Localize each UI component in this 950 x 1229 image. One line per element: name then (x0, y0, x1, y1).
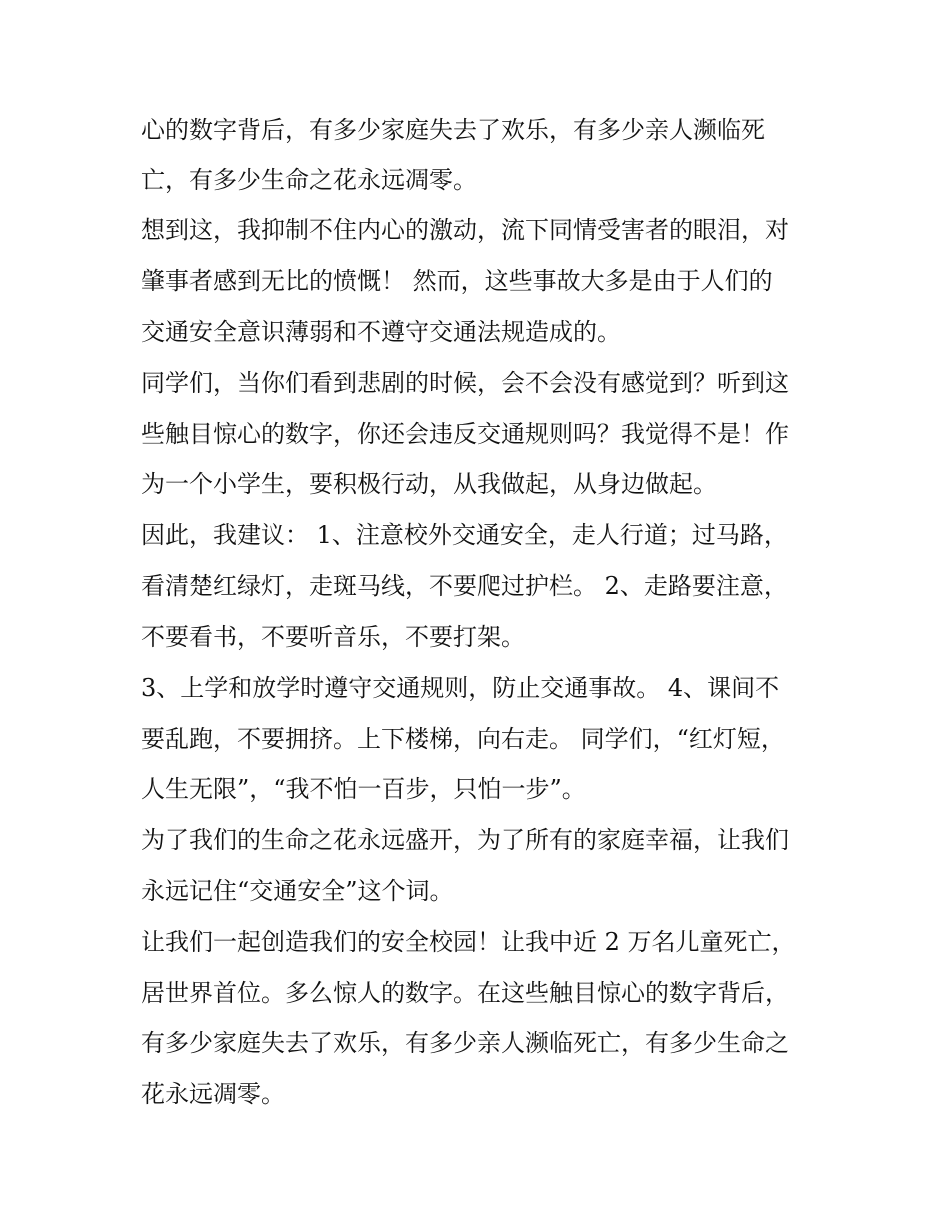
text-line-18: 居世界首位。多么惊人的数字。在这些触目惊心的数字背后， (141, 979, 789, 1007)
text-line-13: 要乱跑，不要拥挤。上下楼梯，向右走。 同学们，“红灯短， (141, 725, 785, 753)
text-line-2: 亡，有多少生命之花永远凋零。 (141, 166, 477, 194)
text-line-3: 想到这，我抑制不住内心的激动，流下同情受害者的眼泪，对 (141, 216, 789, 244)
text-line-6: 同学们，当你们看到悲剧的时候，会不会没有感觉到？听到这 (141, 369, 789, 397)
text-line-5: 交通安全意识薄弱和不遵守交通法规造成的。 (141, 318, 621, 346)
text-line-8: 为一个小学生，要积极行动，从我做起，从身边做起。 (141, 470, 717, 498)
text-line-12: 3、上学和放学时遵守交通规则，防止交通事故。 4、课间不 (141, 674, 780, 702)
text-line-19: 有多少家庭失去了欢乐，有多少亲人濒临死亡，有多少生命之 (141, 1029, 789, 1057)
text-line-16: 永远记住“交通安全”这个词。 (141, 877, 454, 905)
text-line-7: 些触目惊心的数字，你还会违反交通规则吗？我觉得不是！作 (141, 420, 789, 448)
text-line-14: 人生无限”，“我不怕一百步，只怕一步”。 (141, 775, 586, 803)
text-line-10: 看清楚红绿灯，走斑马线，不要爬过护栏。 2、走路要注意， (141, 572, 788, 600)
text-line-15: 为了我们的生命之花永远盛开，为了所有的家庭幸福，让我们 (141, 826, 789, 854)
text-line-20: 花永远凋零。 (141, 1080, 285, 1108)
text-line-9: 因此，我建议： 1、注意校外交通安全，走人行道；过马路， (141, 521, 788, 549)
text-line-17: 让我们一起创造我们的安全校园！让我中近 2 万名儿童死亡， (141, 928, 796, 956)
text-line-11: 不要看书，不要听音乐，不要打架。 (141, 623, 525, 651)
text-line-1: 心的数字背后，有多少家庭失去了欢乐，有多少亲人濒临死 (141, 116, 765, 144)
text-line-4: 肇事者感到无比的愤慨！ 然而，这些事故大多是由于人们的 (141, 267, 773, 295)
